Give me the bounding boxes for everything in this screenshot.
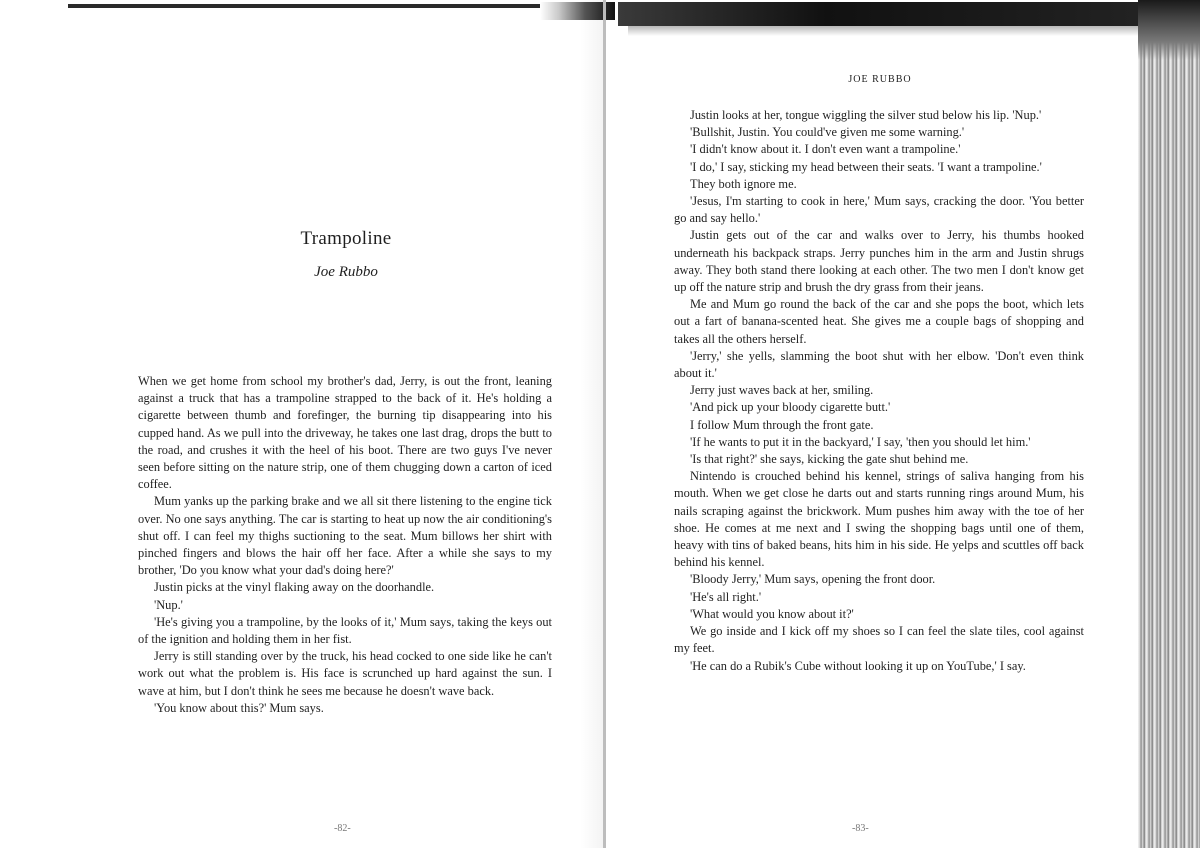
paragraph: Me and Mum go round the back of the car and she pops the boot, which lets out a fart of banana-scented heat. She gives me a couple bags of shopping and takes all the others herself.: [674, 297, 1084, 346]
paragraph: I follow Mum through the front gate.: [690, 417, 874, 432]
paragraph: 'Jerry,' she yells, slamming the boot shut with her elbow. 'Don't even think about it.': [674, 348, 1084, 381]
story-author: Joe Rubbo: [314, 264, 378, 280]
paragraph: 'I didn't know about it. I don't even want a trampoline.': [690, 142, 961, 157]
paragraph: Jerry just waves back at her, smiling.: [690, 383, 874, 398]
paragraph: 'I do,' I say, sticking my head between their seats. 'I want a trampoline.': [690, 159, 1042, 174]
paragraph: When we get home from school my brother's dad, Jerry, is out the front, leaning against a truck that has a trampoline strapped to the back of it. He's holding a cigarette between thumb and forefinger, the burning tip disappearing into his cupped hand. As we pull into the driveway, he takes one last drag, drops the butt to the road, and crushes it with the heel of his boot. There are two guys I've never seen before sitting on the nature strip, one of them chugging down a carton of iced coffee.: [138, 374, 552, 492]
paragraph: 'He's all right.': [690, 589, 762, 604]
running-head: JOE RUBBO: [848, 74, 912, 85]
paragraph: 'Jesus, I'm starting to cook in here,' Mum says, cracking the door. 'You better go and say hello.': [674, 194, 1084, 226]
paragraph: 'Nup.': [154, 597, 183, 612]
right-page: [674, 0, 1086, 848]
paragraph: They both ignore me.: [690, 176, 797, 191]
paragraph: Justin gets out of the car and walks over to Jerry, his thumbs hooked underneath his backpack straps. Jerry punches him in the arm and Justin shrugs away. They both stand there looking at each other. The two men I don't know get up off the nature strip and brush the dry grass from their jeans.: [674, 228, 1084, 295]
paragraph: Nintendo is crouched behind his kennel, strings of saliva hanging from his mouth. When we get close he darts out and starts running rings around Mum, his nails scraping against the brickwork. Mum pushes him away with the toe of her shoe. He comes at me next and I swing the shopping bags until one of them, heavy with tins of baked beans, hits him in his side. He yelps and scuttles off back behind his kennel.: [674, 469, 1084, 570]
paragraph: Justin picks at the vinyl flaking away on the doorhandle.: [154, 580, 435, 595]
paragraph: 'If he wants to put it in the backyard,' I say, 'then you should let him.': [690, 434, 1031, 449]
page-edges: [1138, 0, 1200, 848]
book-gutter: [603, 0, 606, 848]
story-title: Trampoline: [300, 228, 392, 249]
paragraph: 'Is that right?' she says, kicking the gate shut behind me.: [690, 452, 969, 467]
paragraph: Mum yanks up the parking brake and we all sit there listening to the engine tick over. No one says anything. The car is starting to heat up now the air conditioning's shut off. I can feel my thighs suctioning to the seat. Mum billows her shirt with pinched fingers and blows the hair off her face. After a while she says to my brother, 'Do you know what your dad's doing here?': [138, 494, 552, 578]
paragraph: 'You know about this?' Mum says.: [154, 700, 324, 715]
paragraph: 'And pick up your bloody cigarette butt.': [690, 400, 891, 415]
page-number-right: -83-: [852, 823, 869, 834]
left-page: [138, 0, 554, 848]
paragraph: Justin looks at her, tongue wiggling the silver stud below his lip. 'Nup.': [690, 108, 1042, 122]
paragraph: 'He's giving you a trampoline, by the looks of it,' Mum says, taking the keys out of the ignition and holding them in her fist.: [138, 614, 552, 647]
left-page-body: [138, 373, 552, 717]
right-page-body: [674, 107, 1084, 675]
paragraph: 'Bullshit, Justin. You could've given me some warning.': [690, 125, 965, 140]
paragraph: We go inside and I kick off my shoes so I can feel the slate tiles, cool against my feet.: [674, 624, 1084, 656]
paragraph: 'Bloody Jerry,' Mum says, opening the front door.: [690, 572, 936, 587]
page-number-left: -82-: [334, 823, 351, 834]
paragraph: 'What would you know about it?': [690, 606, 854, 621]
paragraph: Jerry is still standing over by the truck, his head cocked to one side like he can't work out what the problem is. His face is scrunched up hard against the sun. I wave at him, but I don't think he sees me because he doesn't wave back.: [138, 649, 552, 698]
paragraph: 'He can do a Rubik's Cube without looking it up on YouTube,' I say.: [690, 658, 1026, 673]
